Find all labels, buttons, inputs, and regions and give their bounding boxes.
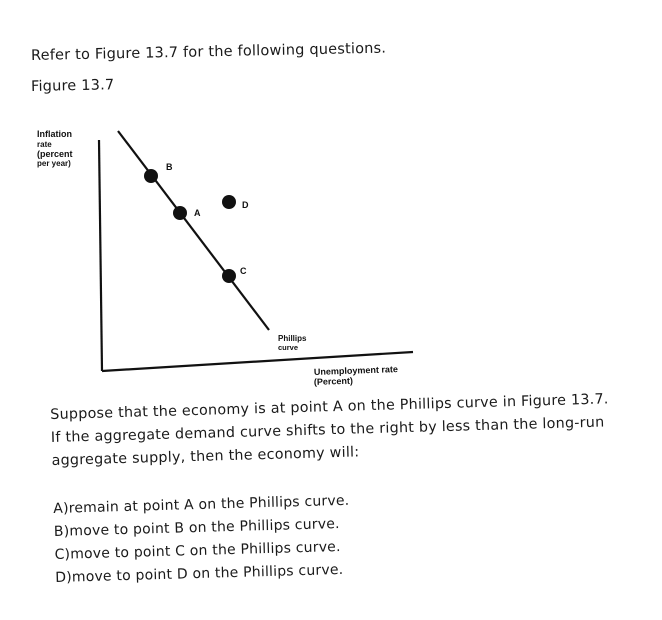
curve-label-line-1: Phillips [278,334,307,343]
question-line-3: aggregate supply, then the economy will: [51,444,360,469]
point-a-marker [173,206,187,220]
y-axis-label-line-3: (percent [37,149,73,159]
y-axis [99,140,102,371]
answer-option-b[interactable]: B)move to point B on the Phillips curve. [53,516,340,540]
answer-option-d[interactable]: D)move to point D on the Phillips curve. [55,561,344,586]
phillips-curve-line [118,131,269,330]
answer-options [53,490,352,590]
y-axis-label-line-1: Inflation [37,129,72,139]
y-axis-label-line-2: rate [37,140,52,149]
point-d-label: D [242,200,249,210]
point-c-marker [222,269,236,283]
figure-title: Figure 13.7 [30,77,115,95]
answer-option-a[interactable]: A)remain at point A on the Phillips curve. [53,492,350,517]
point-b-marker [144,169,158,183]
point-d-marker [222,195,236,209]
x-axis-label-line-2: (Percent) [313,375,354,387]
question-line-1: Suppose that the economy is at point A on the Phillips curve in Figure 13.7. [50,391,609,423]
point-c-label: C [240,266,247,276]
point-a-label: A [194,208,201,218]
answer-option-c[interactable]: C)move to point C on the Phillips curve. [54,538,341,563]
y-axis-label-line-4: per year) [37,159,71,168]
point-b-label: B [166,162,173,172]
intro-instruction: Refer to Figure 13.7 for the following questions. [30,40,387,64]
question-line-2: If the aggregate demand curve shifts to the right by less than the long-run [50,414,605,446]
x-axis-label-line-1: Unemployment rate [313,364,399,377]
curve-label-line-2: curve [278,343,299,352]
